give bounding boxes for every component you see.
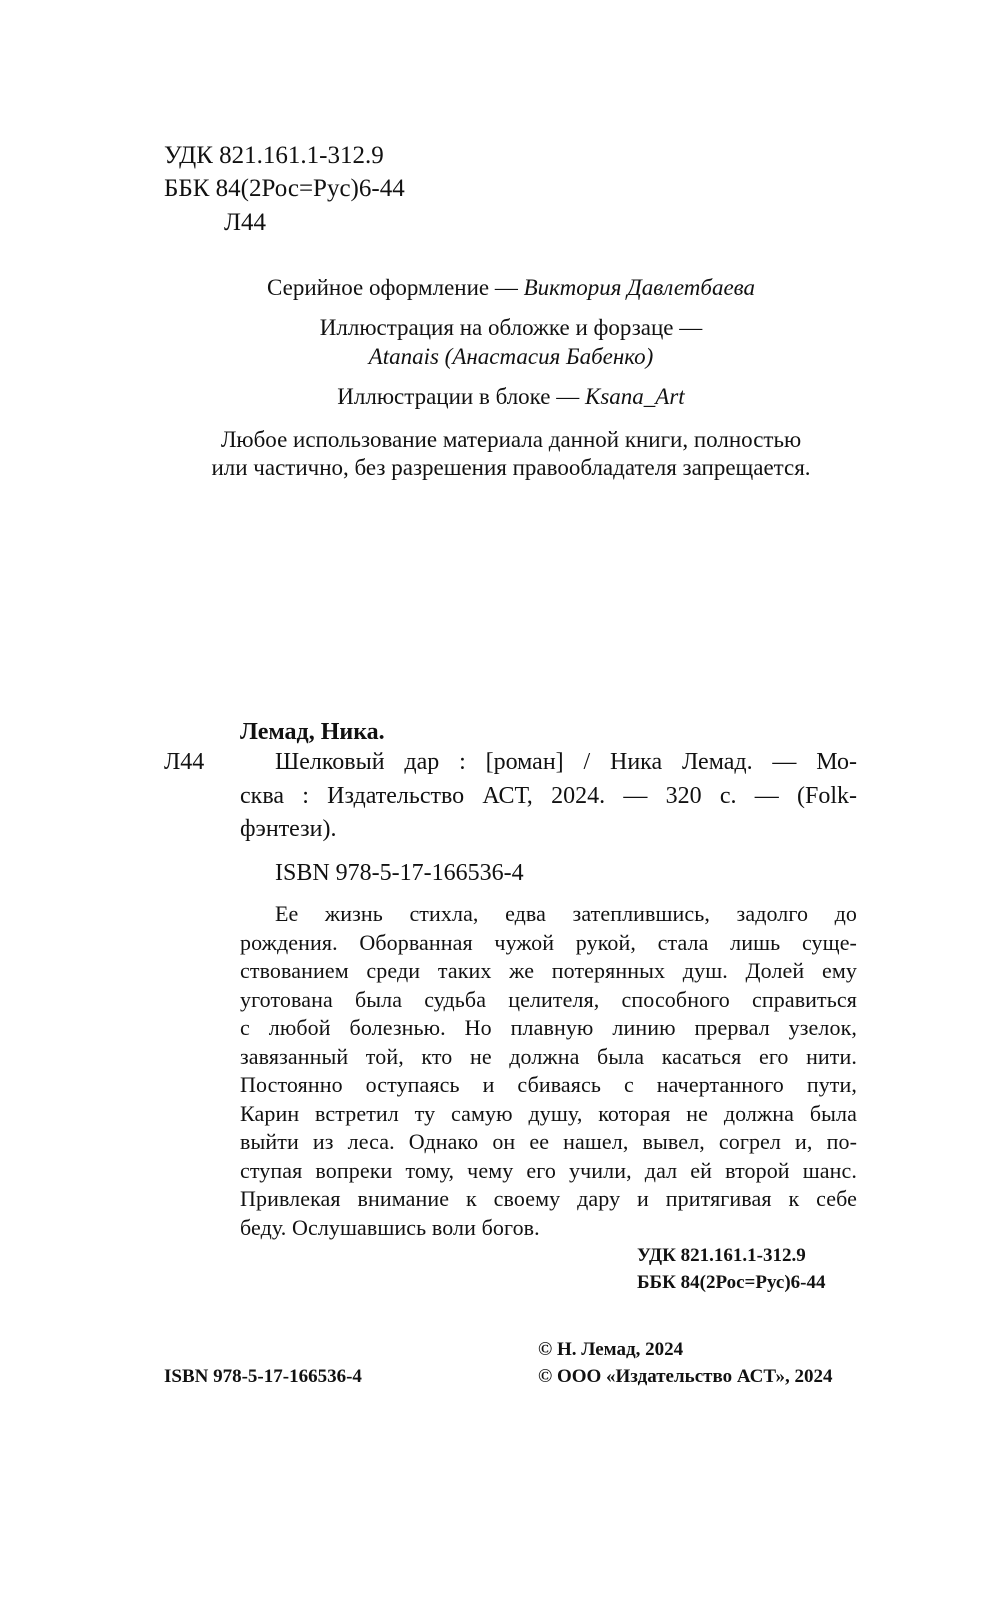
inner-illustrations-name: Ksana_Art bbox=[585, 384, 685, 409]
abstract-line: Карин встретил ту самую душу, которая не должна была bbox=[240, 1100, 857, 1126]
description-line-2: сква : Издательство АСТ, 2024. — 320 с. — (Folk- bbox=[240, 783, 857, 809]
cover-illustration-name-row bbox=[0, 342, 1000, 372]
inner-illustrations-credit bbox=[0, 382, 1000, 412]
abstract-line: Постоянно оступаясь и сбиваясь с начертанного пути, bbox=[240, 1072, 857, 1097]
series-design-credit bbox=[0, 273, 1000, 303]
udk-code-bottom: УДК 821.161.1-312.9 bbox=[637, 1245, 806, 1266]
author-mark-bib: Л44 bbox=[164, 749, 205, 775]
rights-notice-line-1: Любое использование материала данной книги, полностью bbox=[220, 427, 802, 452]
rights-notice-line-2: или частично, без разрешения правообладателя запрещается. bbox=[211, 455, 811, 480]
abstract-line: ступая вопреки тому, чему его учили, дал ей второй шанс. bbox=[240, 1157, 857, 1183]
inner-illustrations-label: Иллюстрации в блоке — bbox=[337, 384, 580, 409]
abstract-line: ствованием среди таких же потерянных душ. Долей ему bbox=[240, 958, 857, 983]
isbn-bib: ISBN 978-5-17-166536-4 bbox=[275, 860, 524, 886]
udk-code-top: УДК 821.161.1-312.9 bbox=[164, 142, 384, 169]
abstract-line: Ее жизнь стихла, едва затеплившись, задолго до bbox=[275, 901, 857, 926]
author-heading: Лемад, Ника. bbox=[240, 719, 385, 745]
series-design-label: Серийное оформление — bbox=[266, 275, 518, 300]
cover-illustration-name: Atanais (Анастасия Бабенко) bbox=[368, 344, 654, 369]
abstract bbox=[240, 900, 857, 1242]
bbk-code-bottom: ББК 84(2Рос=Рус)6-44 bbox=[637, 1272, 826, 1293]
abstract-line: выйти из леса. Однако он ее нашел, вывел, согрел и, по- bbox=[240, 1129, 857, 1154]
abstract-line: рождения. Оборванная чужой рукой, стала лишь суще- bbox=[240, 929, 857, 955]
bbk-code-top: ББК 84(2Рос=Рус)6-44 bbox=[164, 175, 405, 202]
description-line-1: Шелковый дар : [роман] / Ника Лемад. — Мо- bbox=[275, 749, 857, 775]
abstract-line: с любой болезнью. Но плавную линию прервал узелок, bbox=[240, 1015, 857, 1040]
author-mark-top: Л44 bbox=[224, 209, 266, 236]
abstract-line: уготована была судьба целителя, способного справиться bbox=[240, 986, 857, 1012]
isbn-footer: ISBN 978-5-17-166536-4 bbox=[164, 1366, 362, 1387]
copyright-publisher: © ООО «Издательство АСТ», 2024 bbox=[538, 1366, 833, 1387]
abstract-line: завязанный той, кто не должна была касаться его нити. bbox=[240, 1043, 857, 1069]
abstract-line: Привлекая внимание к своему дару и притягивая к себе bbox=[240, 1186, 857, 1211]
description-line-3: фэнтези). bbox=[240, 816, 337, 842]
copyright-author: © Н. Лемад, 2024 bbox=[538, 1339, 684, 1360]
cover-illustration-label: Иллюстрация на обложке и форзаце — bbox=[319, 315, 703, 340]
series-design-name: Виктория Давлетбаева bbox=[523, 275, 756, 300]
abstract-line: беду. Ослушавшись воли богов. bbox=[240, 1214, 540, 1240]
